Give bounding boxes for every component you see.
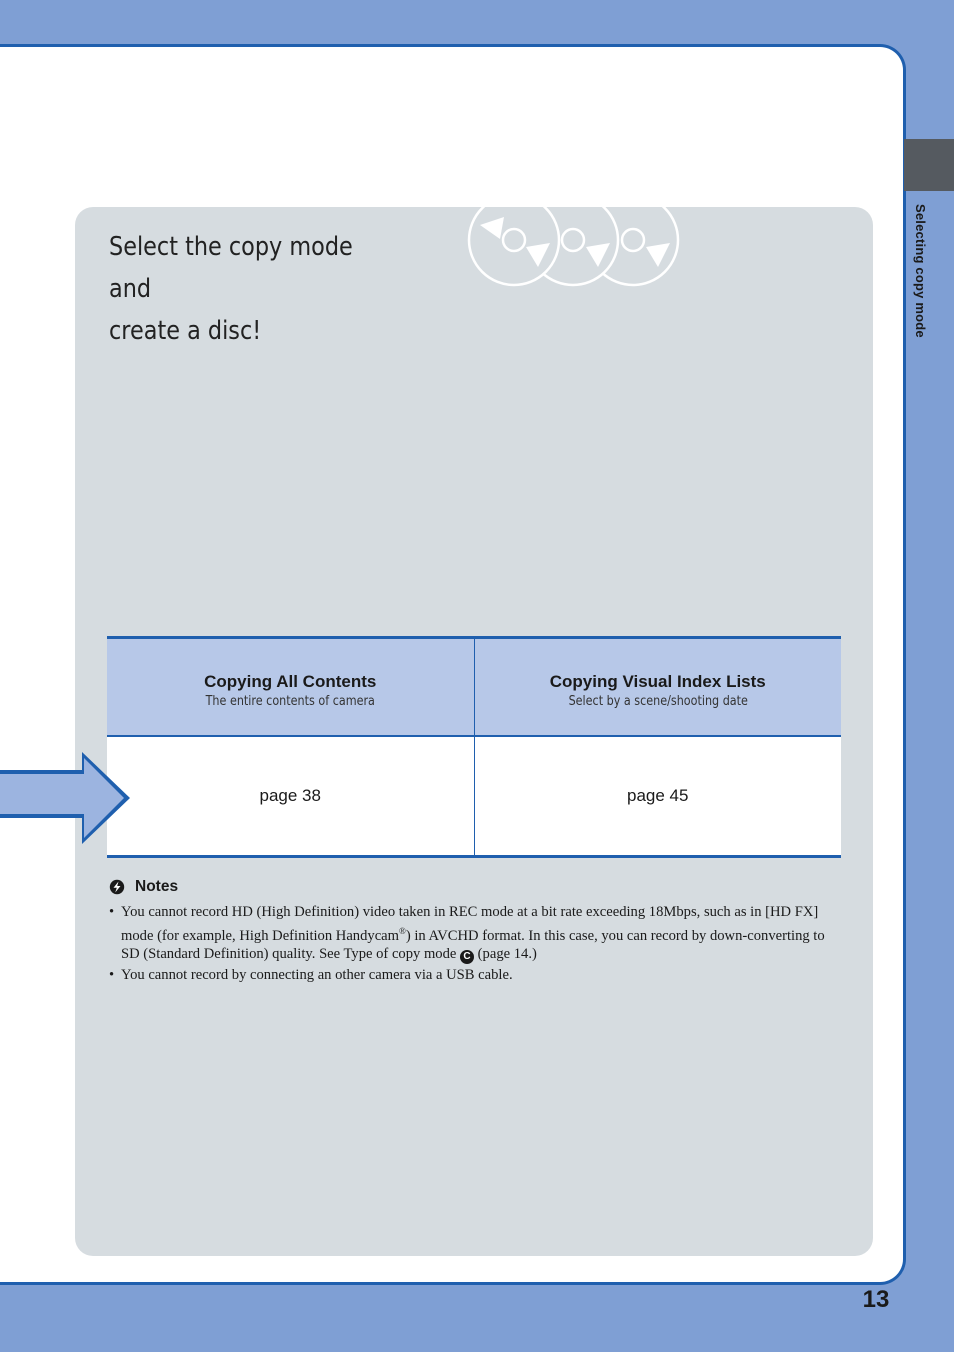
section-side-label: Selecting copy mode [913, 204, 928, 338]
discs-icon [466, 207, 682, 289]
note-item: • You cannot record HD (High Definition) video taken in REC mode at a bit rate exceeding 18Mbps, such as in [HD FX] mode (for example, High Definition Handycam®) in AVCHD format. In this case, you can record by down-converting to SD (Standard Definition) quality. See Type of copy mode C (page 14.) [109, 903, 839, 964]
page-number: 13 [862, 1286, 890, 1313]
column-all-contents [107, 638, 474, 736]
section-tab [904, 139, 954, 191]
column-subtitle: Select by a scene/shooting date [568, 694, 748, 710]
column-visual-index [474, 638, 841, 736]
notes-heading-text: Notes [135, 878, 179, 895]
column-title: Copying All Contents [204, 672, 377, 692]
notes-warning-icon [109, 879, 125, 895]
panel-title-line1: Select the copy mode and [109, 232, 353, 304]
copy-mode-table [107, 636, 841, 858]
column-subtitle: The entire contents of camera [205, 694, 375, 710]
notes-section [109, 876, 839, 986]
page-link-all-contents[interactable]: page 38 [107, 736, 474, 857]
notes-heading [109, 876, 839, 898]
arrow-right-icon [0, 748, 132, 844]
notes-list [109, 903, 839, 984]
page-link-visual-index[interactable]: page 45 [474, 736, 841, 857]
panel-title [109, 226, 401, 352]
note-item: • You cannot record by connecting an other camera via a USB cable. [109, 966, 839, 985]
column-title: Copying Visual Index Lists [549, 672, 766, 692]
mode-c-icon: C [460, 950, 474, 964]
panel-title-line2: create a disc! [109, 316, 262, 346]
